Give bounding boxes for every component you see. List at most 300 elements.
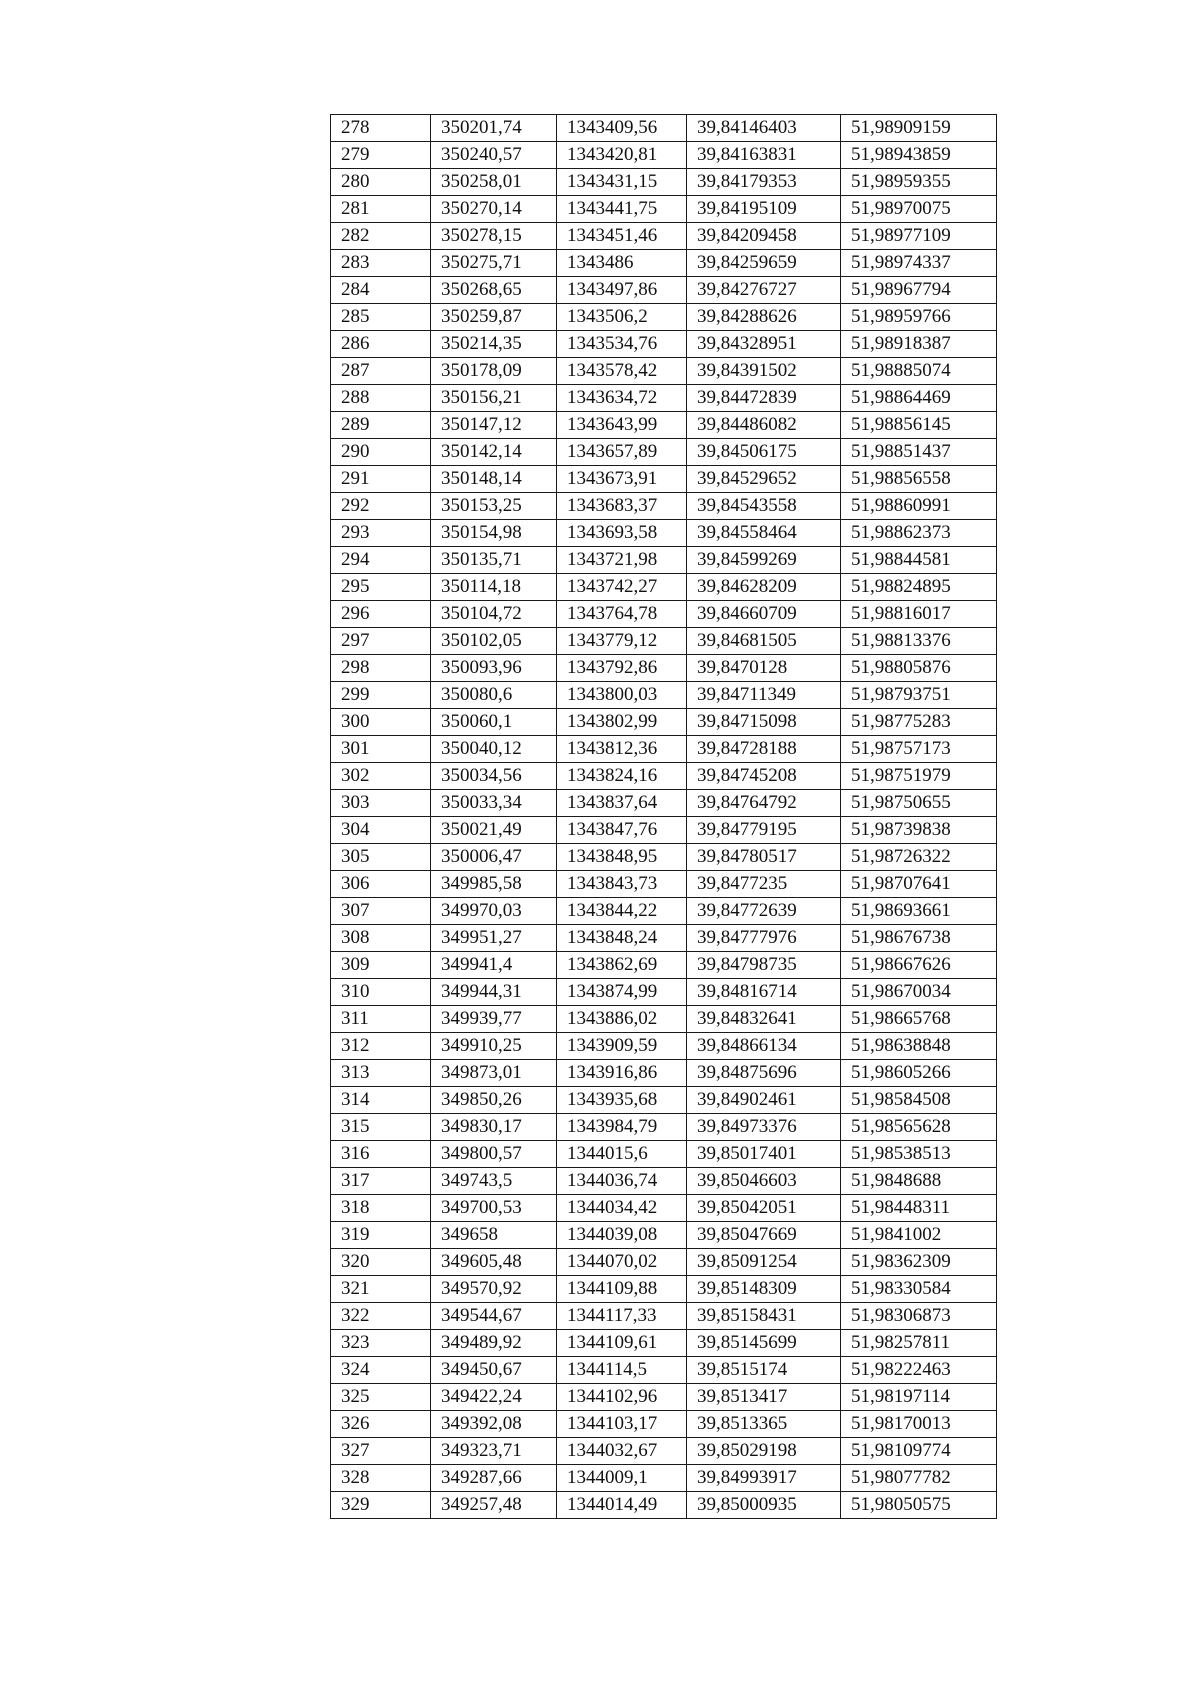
latitude-cell: 51,98970075 <box>841 196 997 223</box>
latitude-cell: 51,98050575 <box>841 1492 997 1519</box>
point-number-cell: 311 <box>331 1006 431 1033</box>
y-coordinate-cell: 1344117,33 <box>557 1303 687 1330</box>
y-coordinate-cell: 1343673,91 <box>557 466 687 493</box>
latitude-cell: 51,98306873 <box>841 1303 997 1330</box>
point-number-cell: 298 <box>331 655 431 682</box>
y-coordinate-cell: 1343420,81 <box>557 142 687 169</box>
table-row <box>331 1276 997 1303</box>
point-number-cell: 325 <box>331 1384 431 1411</box>
x-coordinate-cell: 349910,25 <box>431 1033 557 1060</box>
y-coordinate-cell: 1343862,69 <box>557 952 687 979</box>
longitude-cell: 39,84764792 <box>687 790 841 817</box>
latitude-cell: 51,98330584 <box>841 1276 997 1303</box>
y-coordinate-cell: 1343441,75 <box>557 196 687 223</box>
table-row <box>331 250 997 277</box>
x-coordinate-cell: 350268,65 <box>431 277 557 304</box>
table-row <box>331 1006 997 1033</box>
x-coordinate-cell: 350093,96 <box>431 655 557 682</box>
y-coordinate-cell: 1343683,37 <box>557 493 687 520</box>
latitude-cell: 51,98605266 <box>841 1060 997 1087</box>
x-coordinate-cell: 350034,56 <box>431 763 557 790</box>
longitude-cell: 39,85046603 <box>687 1168 841 1195</box>
x-coordinate-cell: 350178,09 <box>431 358 557 385</box>
x-coordinate-cell: 350040,12 <box>431 736 557 763</box>
longitude-cell: 39,84798735 <box>687 952 841 979</box>
point-number-cell: 286 <box>331 331 431 358</box>
point-number-cell: 294 <box>331 547 431 574</box>
longitude-cell: 39,84832641 <box>687 1006 841 1033</box>
longitude-cell: 39,84288626 <box>687 304 841 331</box>
point-number-cell: 316 <box>331 1141 431 1168</box>
x-coordinate-cell: 349941,4 <box>431 952 557 979</box>
latitude-cell: 51,98805876 <box>841 655 997 682</box>
latitude-cell: 51,98885074 <box>841 358 997 385</box>
y-coordinate-cell: 1343984,79 <box>557 1114 687 1141</box>
x-coordinate-cell: 350114,18 <box>431 574 557 601</box>
y-coordinate-cell: 1343742,27 <box>557 574 687 601</box>
y-coordinate-cell: 1343497,86 <box>557 277 687 304</box>
latitude-cell: 51,98967794 <box>841 277 997 304</box>
latitude-cell: 51,98757173 <box>841 736 997 763</box>
y-coordinate-cell: 1343843,73 <box>557 871 687 898</box>
point-number-cell: 315 <box>331 1114 431 1141</box>
point-number-cell: 300 <box>331 709 431 736</box>
longitude-cell: 39,84558464 <box>687 520 841 547</box>
x-coordinate-cell: 350258,01 <box>431 169 557 196</box>
y-coordinate-cell: 1343847,76 <box>557 817 687 844</box>
longitude-cell: 39,8513417 <box>687 1384 841 1411</box>
point-number-cell: 321 <box>331 1276 431 1303</box>
y-coordinate-cell: 1343431,15 <box>557 169 687 196</box>
table-row <box>331 736 997 763</box>
y-coordinate-cell: 1343812,36 <box>557 736 687 763</box>
point-number-cell: 283 <box>331 250 431 277</box>
table-row <box>331 817 997 844</box>
longitude-cell: 39,84486082 <box>687 412 841 439</box>
longitude-cell: 39,85017401 <box>687 1141 841 1168</box>
x-coordinate-cell: 350147,12 <box>431 412 557 439</box>
point-number-cell: 301 <box>331 736 431 763</box>
x-coordinate-cell: 349951,27 <box>431 925 557 952</box>
table-row <box>331 547 997 574</box>
point-number-cell: 310 <box>331 979 431 1006</box>
latitude-cell: 51,9841002 <box>841 1222 997 1249</box>
x-coordinate-cell: 350060,1 <box>431 709 557 736</box>
point-number-cell: 281 <box>331 196 431 223</box>
table-row <box>331 709 997 736</box>
y-coordinate-cell: 1344032,67 <box>557 1438 687 1465</box>
table-row <box>331 142 997 169</box>
point-number-cell: 290 <box>331 439 431 466</box>
longitude-cell: 39,84728188 <box>687 736 841 763</box>
longitude-cell: 39,84660709 <box>687 601 841 628</box>
y-coordinate-cell: 1343844,22 <box>557 898 687 925</box>
table-row <box>331 1411 997 1438</box>
table-row <box>331 223 997 250</box>
latitude-cell: 51,98856558 <box>841 466 997 493</box>
latitude-cell: 51,98726322 <box>841 844 997 871</box>
x-coordinate-cell: 349873,01 <box>431 1060 557 1087</box>
table-row <box>331 1384 997 1411</box>
longitude-cell: 39,84902461 <box>687 1087 841 1114</box>
x-coordinate-cell: 349605,48 <box>431 1249 557 1276</box>
longitude-cell: 39,84391502 <box>687 358 841 385</box>
table-row <box>331 1141 997 1168</box>
latitude-cell: 51,98638848 <box>841 1033 997 1060</box>
point-number-cell: 296 <box>331 601 431 628</box>
point-number-cell: 320 <box>331 1249 431 1276</box>
y-coordinate-cell: 1343935,68 <box>557 1087 687 1114</box>
latitude-cell: 51,98943859 <box>841 142 997 169</box>
y-coordinate-cell: 1343824,16 <box>557 763 687 790</box>
x-coordinate-cell: 349422,24 <box>431 1384 557 1411</box>
latitude-cell: 51,98977109 <box>841 223 997 250</box>
point-number-cell: 317 <box>331 1168 431 1195</box>
table-row <box>331 277 997 304</box>
latitude-cell: 51,98860991 <box>841 493 997 520</box>
x-coordinate-cell: 350080,6 <box>431 682 557 709</box>
table-row <box>331 871 997 898</box>
point-number-cell: 318 <box>331 1195 431 1222</box>
table-row <box>331 1114 997 1141</box>
point-number-cell: 312 <box>331 1033 431 1060</box>
table-row <box>331 574 997 601</box>
longitude-cell: 39,84259659 <box>687 250 841 277</box>
coordinates-table-body <box>331 115 997 1519</box>
x-coordinate-cell: 349323,71 <box>431 1438 557 1465</box>
y-coordinate-cell: 1343534,76 <box>557 331 687 358</box>
latitude-cell: 51,98864469 <box>841 385 997 412</box>
x-coordinate-cell: 350006,47 <box>431 844 557 871</box>
x-coordinate-cell: 349450,67 <box>431 1357 557 1384</box>
point-number-cell: 314 <box>331 1087 431 1114</box>
latitude-cell: 51,98816017 <box>841 601 997 628</box>
point-number-cell: 288 <box>331 385 431 412</box>
latitude-cell: 51,98974337 <box>841 250 997 277</box>
latitude-cell: 51,98584508 <box>841 1087 997 1114</box>
table-row <box>331 844 997 871</box>
latitude-cell: 51,98077782 <box>841 1465 997 1492</box>
point-number-cell: 291 <box>331 466 431 493</box>
y-coordinate-cell: 1344034,42 <box>557 1195 687 1222</box>
table-row <box>331 358 997 385</box>
longitude-cell: 39,84529652 <box>687 466 841 493</box>
longitude-cell: 39,84543558 <box>687 493 841 520</box>
table-row <box>331 1330 997 1357</box>
y-coordinate-cell: 1343800,03 <box>557 682 687 709</box>
longitude-cell: 39,8513365 <box>687 1411 841 1438</box>
longitude-cell: 39,84715098 <box>687 709 841 736</box>
table-row <box>331 1195 997 1222</box>
table-row <box>331 682 997 709</box>
table-row <box>331 493 997 520</box>
y-coordinate-cell: 1343792,86 <box>557 655 687 682</box>
y-coordinate-cell: 1344039,08 <box>557 1222 687 1249</box>
latitude-cell: 51,98813376 <box>841 628 997 655</box>
point-number-cell: 282 <box>331 223 431 250</box>
latitude-cell: 51,98844581 <box>841 547 997 574</box>
longitude-cell: 39,84195109 <box>687 196 841 223</box>
point-number-cell: 322 <box>331 1303 431 1330</box>
table-row <box>331 466 997 493</box>
table-row <box>331 1087 997 1114</box>
y-coordinate-cell: 1343764,78 <box>557 601 687 628</box>
x-coordinate-cell: 350148,14 <box>431 466 557 493</box>
latitude-cell: 51,98959355 <box>841 169 997 196</box>
y-coordinate-cell: 1343909,59 <box>557 1033 687 1060</box>
latitude-cell: 51,98676738 <box>841 925 997 952</box>
table-row <box>331 1465 997 1492</box>
latitude-cell: 51,98109774 <box>841 1438 997 1465</box>
x-coordinate-cell: 350275,71 <box>431 250 557 277</box>
x-coordinate-cell: 350135,71 <box>431 547 557 574</box>
longitude-cell: 39,84628209 <box>687 574 841 601</box>
x-coordinate-cell: 350033,34 <box>431 790 557 817</box>
latitude-cell: 51,98538513 <box>841 1141 997 1168</box>
longitude-cell: 39,8515174 <box>687 1357 841 1384</box>
longitude-cell: 39,84745208 <box>687 763 841 790</box>
y-coordinate-cell: 1343874,99 <box>557 979 687 1006</box>
latitude-cell: 51,98824895 <box>841 574 997 601</box>
point-number-cell: 319 <box>331 1222 431 1249</box>
x-coordinate-cell: 350201,74 <box>431 115 557 142</box>
table-row <box>331 385 997 412</box>
y-coordinate-cell: 1344114,5 <box>557 1357 687 1384</box>
table-row <box>331 412 997 439</box>
x-coordinate-cell: 349570,92 <box>431 1276 557 1303</box>
table-row <box>331 1222 997 1249</box>
longitude-cell: 39,84472839 <box>687 385 841 412</box>
x-coordinate-cell: 350214,35 <box>431 331 557 358</box>
longitude-cell: 39,85000935 <box>687 1492 841 1519</box>
x-coordinate-cell: 349743,5 <box>431 1168 557 1195</box>
y-coordinate-cell: 1344109,61 <box>557 1330 687 1357</box>
point-number-cell: 295 <box>331 574 431 601</box>
point-number-cell: 327 <box>331 1438 431 1465</box>
longitude-cell: 39,84711349 <box>687 682 841 709</box>
point-number-cell: 324 <box>331 1357 431 1384</box>
table-row <box>331 1168 997 1195</box>
latitude-cell: 51,98665768 <box>841 1006 997 1033</box>
y-coordinate-cell: 1344009,1 <box>557 1465 687 1492</box>
point-number-cell: 278 <box>331 115 431 142</box>
longitude-cell: 39,84875696 <box>687 1060 841 1087</box>
x-coordinate-cell: 349700,53 <box>431 1195 557 1222</box>
point-number-cell: 279 <box>331 142 431 169</box>
longitude-cell: 39,85047669 <box>687 1222 841 1249</box>
latitude-cell: 51,98222463 <box>841 1357 997 1384</box>
point-number-cell: 287 <box>331 358 431 385</box>
point-number-cell: 304 <box>331 817 431 844</box>
table-row <box>331 763 997 790</box>
y-coordinate-cell: 1344070,02 <box>557 1249 687 1276</box>
x-coordinate-cell: 350240,57 <box>431 142 557 169</box>
x-coordinate-cell: 350102,05 <box>431 628 557 655</box>
table-row <box>331 628 997 655</box>
x-coordinate-cell: 349985,58 <box>431 871 557 898</box>
longitude-cell: 39,84779195 <box>687 817 841 844</box>
table-row <box>331 169 997 196</box>
x-coordinate-cell: 349544,67 <box>431 1303 557 1330</box>
y-coordinate-cell: 1343837,64 <box>557 790 687 817</box>
point-number-cell: 280 <box>331 169 431 196</box>
x-coordinate-cell: 349489,92 <box>431 1330 557 1357</box>
point-number-cell: 329 <box>331 1492 431 1519</box>
longitude-cell: 39,85029198 <box>687 1438 841 1465</box>
table-row <box>331 304 997 331</box>
y-coordinate-cell: 1344103,17 <box>557 1411 687 1438</box>
longitude-cell: 39,8470128 <box>687 655 841 682</box>
y-coordinate-cell: 1344036,74 <box>557 1168 687 1195</box>
longitude-cell: 39,84681505 <box>687 628 841 655</box>
y-coordinate-cell: 1343486 <box>557 250 687 277</box>
longitude-cell: 39,84973376 <box>687 1114 841 1141</box>
y-coordinate-cell: 1343451,46 <box>557 223 687 250</box>
x-coordinate-cell: 349970,03 <box>431 898 557 925</box>
point-number-cell: 284 <box>331 277 431 304</box>
point-number-cell: 326 <box>331 1411 431 1438</box>
x-coordinate-cell: 350153,25 <box>431 493 557 520</box>
x-coordinate-cell: 350278,15 <box>431 223 557 250</box>
y-coordinate-cell: 1343848,95 <box>557 844 687 871</box>
longitude-cell: 39,84772639 <box>687 898 841 925</box>
y-coordinate-cell: 1344014,49 <box>557 1492 687 1519</box>
table-row <box>331 1033 997 1060</box>
latitude-cell: 51,98565628 <box>841 1114 997 1141</box>
table-row <box>331 655 997 682</box>
latitude-cell: 51,98362309 <box>841 1249 997 1276</box>
latitude-cell: 51,98851437 <box>841 439 997 466</box>
longitude-cell: 39,84599269 <box>687 547 841 574</box>
point-number-cell: 308 <box>331 925 431 952</box>
table-row <box>331 1060 997 1087</box>
point-number-cell: 302 <box>331 763 431 790</box>
latitude-cell: 51,98197114 <box>841 1384 997 1411</box>
longitude-cell: 39,84179353 <box>687 169 841 196</box>
table-row <box>331 331 997 358</box>
point-number-cell: 305 <box>331 844 431 871</box>
latitude-cell: 51,98862373 <box>841 520 997 547</box>
y-coordinate-cell: 1343693,58 <box>557 520 687 547</box>
table-row <box>331 1357 997 1384</box>
x-coordinate-cell: 349392,08 <box>431 1411 557 1438</box>
y-coordinate-cell: 1344015,6 <box>557 1141 687 1168</box>
x-coordinate-cell: 349658 <box>431 1222 557 1249</box>
y-coordinate-cell: 1344109,88 <box>557 1276 687 1303</box>
table-row <box>331 898 997 925</box>
longitude-cell: 39,85148309 <box>687 1276 841 1303</box>
x-coordinate-cell: 349287,66 <box>431 1465 557 1492</box>
y-coordinate-cell: 1343848,24 <box>557 925 687 952</box>
latitude-cell: 51,98707641 <box>841 871 997 898</box>
x-coordinate-cell: 350104,72 <box>431 601 557 628</box>
x-coordinate-cell: 349944,31 <box>431 979 557 1006</box>
longitude-cell: 39,84816714 <box>687 979 841 1006</box>
latitude-cell: 51,98750655 <box>841 790 997 817</box>
longitude-cell: 39,8477235 <box>687 871 841 898</box>
y-coordinate-cell: 1343657,89 <box>557 439 687 466</box>
point-number-cell: 313 <box>331 1060 431 1087</box>
longitude-cell: 39,85145699 <box>687 1330 841 1357</box>
point-number-cell: 293 <box>331 520 431 547</box>
y-coordinate-cell: 1343916,86 <box>557 1060 687 1087</box>
x-coordinate-cell: 350270,14 <box>431 196 557 223</box>
x-coordinate-cell: 349830,17 <box>431 1114 557 1141</box>
latitude-cell: 51,98909159 <box>841 115 997 142</box>
table-row <box>331 1492 997 1519</box>
longitude-cell: 39,84276727 <box>687 277 841 304</box>
table-row <box>331 979 997 1006</box>
point-number-cell: 307 <box>331 898 431 925</box>
table-row <box>331 439 997 466</box>
table-row <box>331 790 997 817</box>
table-row <box>331 520 997 547</box>
table-row <box>331 1438 997 1465</box>
longitude-cell: 39,84777976 <box>687 925 841 952</box>
y-coordinate-cell: 1344102,96 <box>557 1384 687 1411</box>
x-coordinate-cell: 350154,98 <box>431 520 557 547</box>
y-coordinate-cell: 1343721,98 <box>557 547 687 574</box>
latitude-cell: 51,98670034 <box>841 979 997 1006</box>
latitude-cell: 51,98693661 <box>841 898 997 925</box>
latitude-cell: 51,98775283 <box>841 709 997 736</box>
longitude-cell: 39,84506175 <box>687 439 841 466</box>
table-row <box>331 952 997 979</box>
point-number-cell: 303 <box>331 790 431 817</box>
latitude-cell: 51,98448311 <box>841 1195 997 1222</box>
point-number-cell: 292 <box>331 493 431 520</box>
longitude-cell: 39,84163831 <box>687 142 841 169</box>
point-number-cell: 323 <box>331 1330 431 1357</box>
point-number-cell: 309 <box>331 952 431 979</box>
x-coordinate-cell: 350142,14 <box>431 439 557 466</box>
longitude-cell: 39,84328951 <box>687 331 841 358</box>
longitude-cell: 39,84993917 <box>687 1465 841 1492</box>
y-coordinate-cell: 1343409,56 <box>557 115 687 142</box>
point-number-cell: 285 <box>331 304 431 331</box>
longitude-cell: 39,85042051 <box>687 1195 841 1222</box>
longitude-cell: 39,84146403 <box>687 115 841 142</box>
table-row <box>331 196 997 223</box>
point-number-cell: 289 <box>331 412 431 439</box>
table-row <box>331 115 997 142</box>
latitude-cell: 51,9848688 <box>841 1168 997 1195</box>
table-row <box>331 1249 997 1276</box>
y-coordinate-cell: 1343886,02 <box>557 1006 687 1033</box>
latitude-cell: 51,98257811 <box>841 1330 997 1357</box>
latitude-cell: 51,98918387 <box>841 331 997 358</box>
y-coordinate-cell: 1343802,99 <box>557 709 687 736</box>
y-coordinate-cell: 1343779,12 <box>557 628 687 655</box>
latitude-cell: 51,98793751 <box>841 682 997 709</box>
x-coordinate-cell: 349800,57 <box>431 1141 557 1168</box>
x-coordinate-cell: 350259,87 <box>431 304 557 331</box>
y-coordinate-cell: 1343578,42 <box>557 358 687 385</box>
latitude-cell: 51,98739838 <box>841 817 997 844</box>
point-number-cell: 328 <box>331 1465 431 1492</box>
table-row <box>331 601 997 628</box>
latitude-cell: 51,98170013 <box>841 1411 997 1438</box>
x-coordinate-cell: 349850,26 <box>431 1087 557 1114</box>
latitude-cell: 51,98751979 <box>841 763 997 790</box>
longitude-cell: 39,85158431 <box>687 1303 841 1330</box>
y-coordinate-cell: 1343643,99 <box>557 412 687 439</box>
y-coordinate-cell: 1343634,72 <box>557 385 687 412</box>
x-coordinate-cell: 350021,49 <box>431 817 557 844</box>
latitude-cell: 51,98856145 <box>841 412 997 439</box>
longitude-cell: 39,84866134 <box>687 1033 841 1060</box>
point-number-cell: 299 <box>331 682 431 709</box>
